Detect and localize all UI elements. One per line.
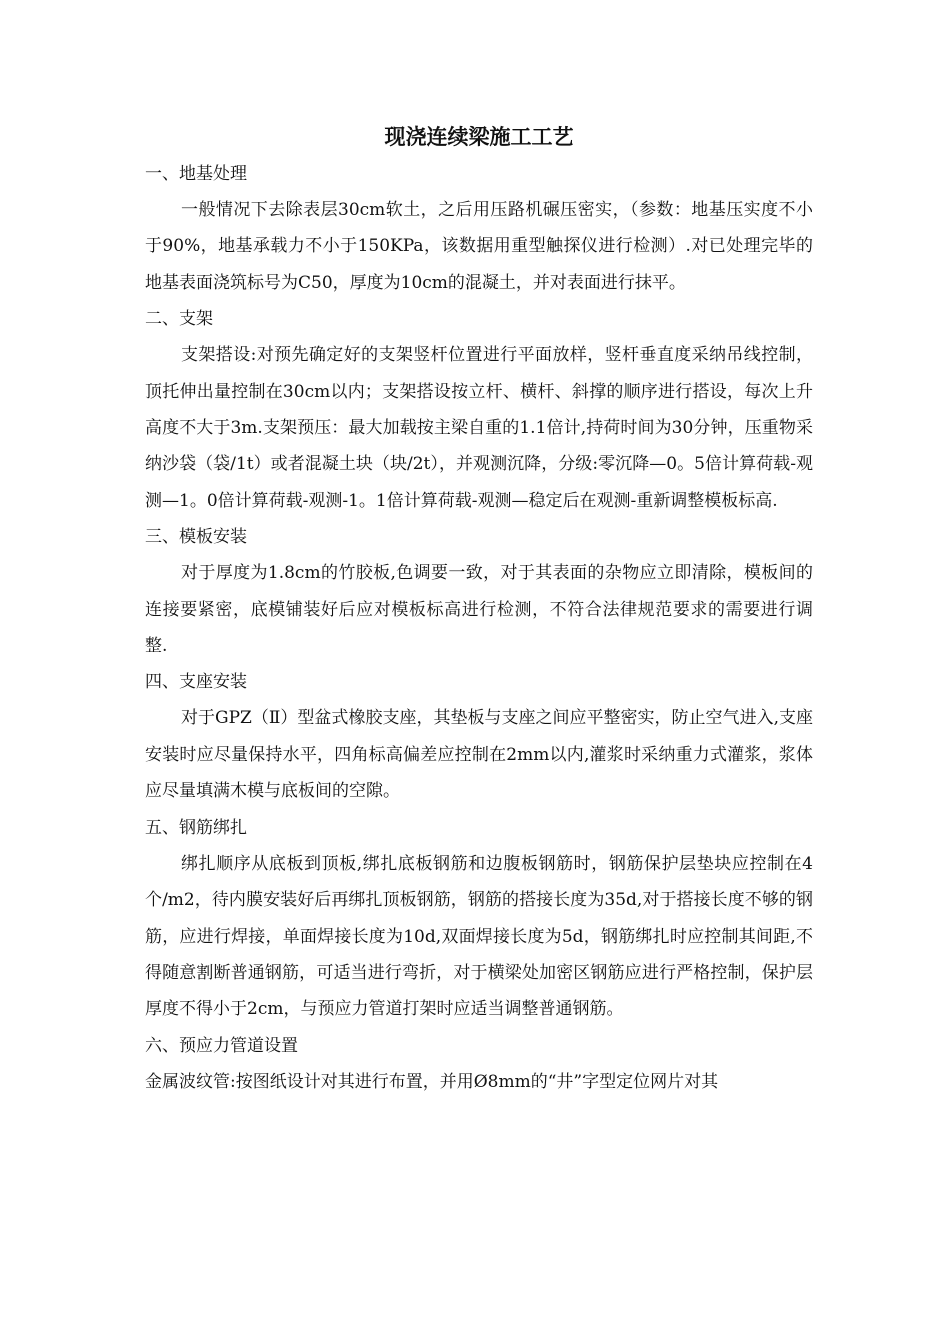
document-page: [145, 118, 813, 1100]
section-heading: 五、钢筋绑扎: [145, 817, 247, 838]
section-paragraph: 金属波纹管:按图纸设计对其进行布置，并用Ø8mm的“井”字型定位网片对其: [145, 1071, 719, 1092]
section-heading: 六、预应力管道设置: [145, 1035, 298, 1056]
section-heading: 二、支架: [145, 309, 213, 330]
section-paragraph: 支架搭设:对预先确定好的支架竖杆位置进行平面放样，竖杆垂直度采纳吊线控制，顶托伸出量控制在30cm以内；支架搭设按立杆、横杆、斜撑的顺序进行搭设，每次上升高度不大于3m.支架预压：最大加载按主梁自重的1.1倍计,持荷时间为30分钟，压重物采纳沙袋（袋/1t）或者混凝土块（块/2t），并观测沉降，分级:零沉降—0。5倍计算荷载-观测—1。0倍计算荷载-观测-1。1倍计算荷载-观测—稳定后在观测-重新调整模板标高.: [145, 345, 813, 511]
section-rebar: [145, 810, 813, 1028]
document-title: 现浇连续梁施工工艺: [384, 124, 574, 149]
section-heading: 一、地基处理: [145, 164, 247, 184]
section-heading: 四、支座安装: [145, 672, 247, 693]
section-bearing: [145, 664, 813, 809]
section-foundation: [145, 156, 813, 301]
section-paragraph: 绑扎顺序从底板到顶板,绑扎底板钢筋和边腹板钢筋时，钢筋保护层垫块应控制在4个/m2，待内膜安装好后再绑扎顶板钢筋，钢筋的搭接长度为35d,对于搭接长度不够的钢筋，应进行焊接，单面焊接长度为10d,双面焊接长度为5d，钢筋绑扎时应控制其间距,不得随意割断普通钢筋，可适当进行弯折，对于横梁处加密区钢筋应进行严格控制，保护层厚度不得小于2cm，与预应力管道打架时应适当调整普通钢筋。: [145, 853, 813, 1020]
section-paragraph: 一般情况下去除表层30cm软土，之后用压路机碾压密实，（参数：地基压实度不小于90%，地基承载力不小于150KPa，该数据用重型触探仪进行检测）.对已处理完毕的地基表面浇筑标号为C50，厚度为10cm的混凝土，并对表面进行抹平。: [145, 200, 813, 293]
section-formwork: [145, 519, 813, 664]
section-heading: 三、模板安装: [145, 527, 247, 548]
section-prestress-duct: [145, 1028, 813, 1100]
section-paragraph: 对于GPZ（Ⅱ）型盆式橡胶支座，其垫板与支座之间应平整密实，防止空气进入,支座安装时应尽量保持水平，四角标高偏差应控制在2mm以内,灌浆时采纳重力式灌浆，浆体应尽量填满木模与底板间的空隙。: [145, 708, 813, 802]
section-paragraph: 对于厚度为1.8cm的竹胶板,色调要一致，对于其表面的杂物应立即清除，模板间的连接要紧密，底模铺装好后应对模板标高进行检测，不符合法律规范要求的需要进行调整.: [145, 563, 813, 657]
section-support-frame: [145, 301, 813, 519]
